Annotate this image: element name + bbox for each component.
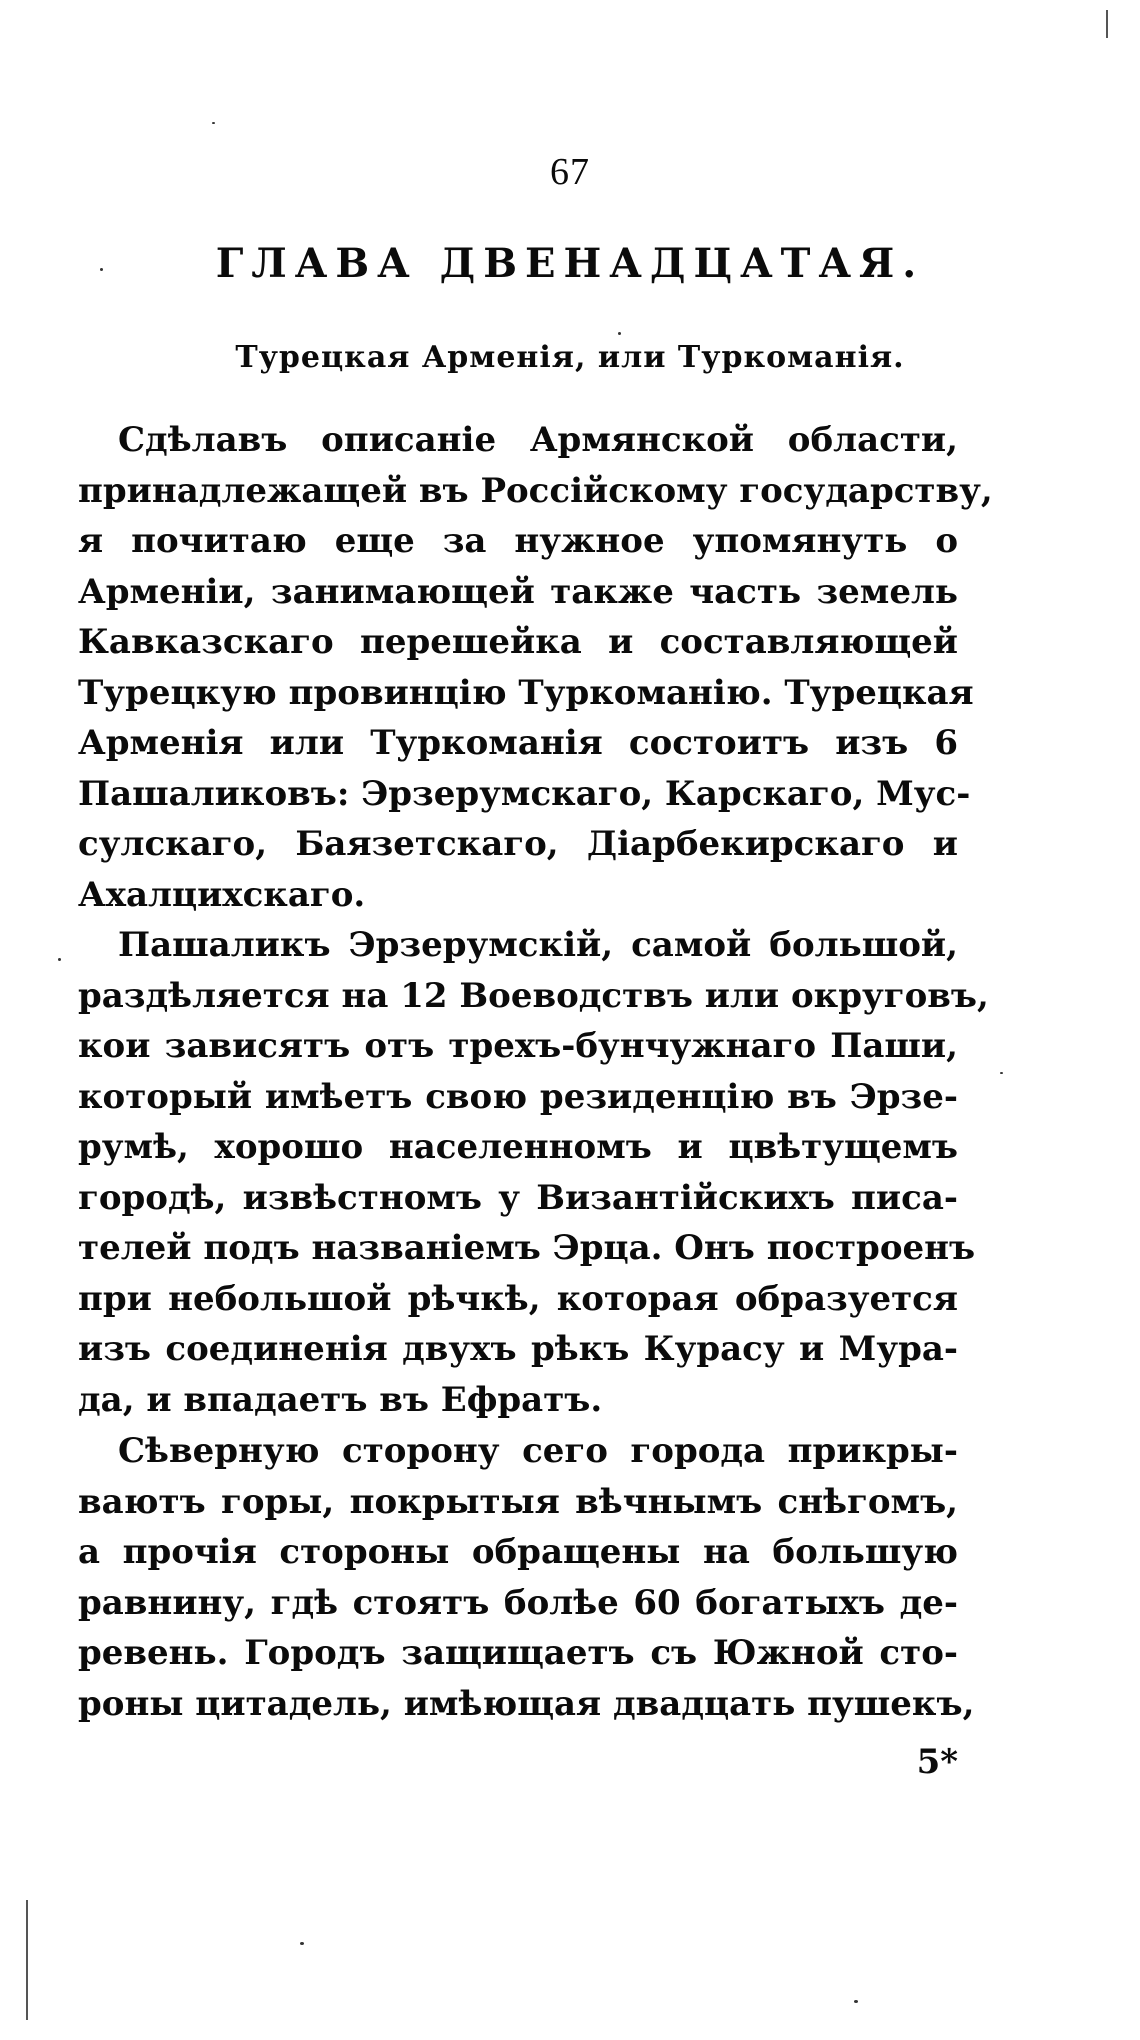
scan-speck (854, 2000, 858, 2003)
text-line: телей подъ названіемъ Эрца. Онъ построенъ (78, 1228, 976, 1268)
text-line: Арменіи, занимающей также часть земель (78, 571, 958, 612)
text-line: при небольшой рѣчкѣ, которая образуется (78, 1278, 958, 1319)
text-line: Кавказскаго перешейка и составляющей (78, 622, 958, 662)
text-line: ревень. Городъ защищаетъ съ Южной сто- (78, 1633, 958, 1673)
text-line: городѣ, извѣстномъ у Византійскихъ писа- (78, 1177, 958, 1218)
text-line: Ахалцихскаго. (78, 874, 366, 915)
text-line: который имѣетъ свою резиденцію въ Эрзе- (78, 1076, 958, 1117)
text-line: Арменія или Туркоманія состоитъ изъ 6 (78, 723, 958, 763)
chapter-title: ГЛАВА ДВЕНАДЦАТАЯ. (215, 240, 925, 287)
text-line: Пашаликъ Эрзерумскій, самой большой, (118, 925, 958, 965)
text-line: сулскаго, Баязетскаго, Діарбекирскаго и (78, 824, 958, 864)
text-line: да, и впадаетъ въ Ефратъ. (78, 1379, 603, 1420)
scan-speck (58, 958, 61, 961)
paragraph-1 (78, 415, 993, 920)
scan-speck (100, 268, 103, 271)
text-line: а прочія стороны обращены на большую (78, 1532, 958, 1572)
scan-edge-mark (26, 1900, 28, 2020)
scan-speck (300, 1942, 304, 1945)
scan-edge-mark (1106, 10, 1108, 38)
text-line: кои зависятъ отъ трехъ-бунчужнаго Паши, (78, 1026, 958, 1066)
scan-speck (1000, 1072, 1003, 1074)
text-line: Сѣверную сторону сего города прикры- (118, 1431, 958, 1471)
text-line: я почитаю еще за нужное упомянуть о (78, 521, 958, 561)
paragraph-3 (78, 1426, 975, 1729)
paragraph-2 (78, 920, 989, 1425)
text-line: раздѣляется на 12 Воеводствъ или округовъ, (78, 975, 989, 1016)
text-line: изъ соединенія двухъ рѣкъ Курасу и Мура- (78, 1329, 958, 1369)
text-line: принадлежащей въ Россійскому государству, (78, 470, 993, 511)
text-line: румѣ, хорошо населенномъ и цвѣтущемъ (78, 1127, 958, 1167)
scan-speck (618, 332, 621, 335)
text-line: Сдѣлавъ описаніе Армянской области, (118, 420, 958, 460)
text-line: Пашаликовъ: Эрзерумскаго, Карскаго, Мус- (78, 773, 971, 814)
signature-mark: 5* (916, 1742, 958, 1782)
text-line: Турецкую провинцію Туркоманію. Турецкая (78, 672, 974, 713)
scan-speck (212, 122, 215, 124)
chapter-subtitle: Турецкая Арменія, или Туркоманія. (235, 340, 905, 375)
text-line: равнину, гдѣ стоятъ болѣе 60 богатыхъ де- (78, 1582, 958, 1623)
text-line: роны цитадель, имѣющая двадцать пушекъ, (78, 1683, 975, 1724)
page-number: 67 (550, 151, 590, 193)
text-line: ваютъ горы, покрытыя вѣчнымъ снѣгомъ, (78, 1481, 958, 1522)
